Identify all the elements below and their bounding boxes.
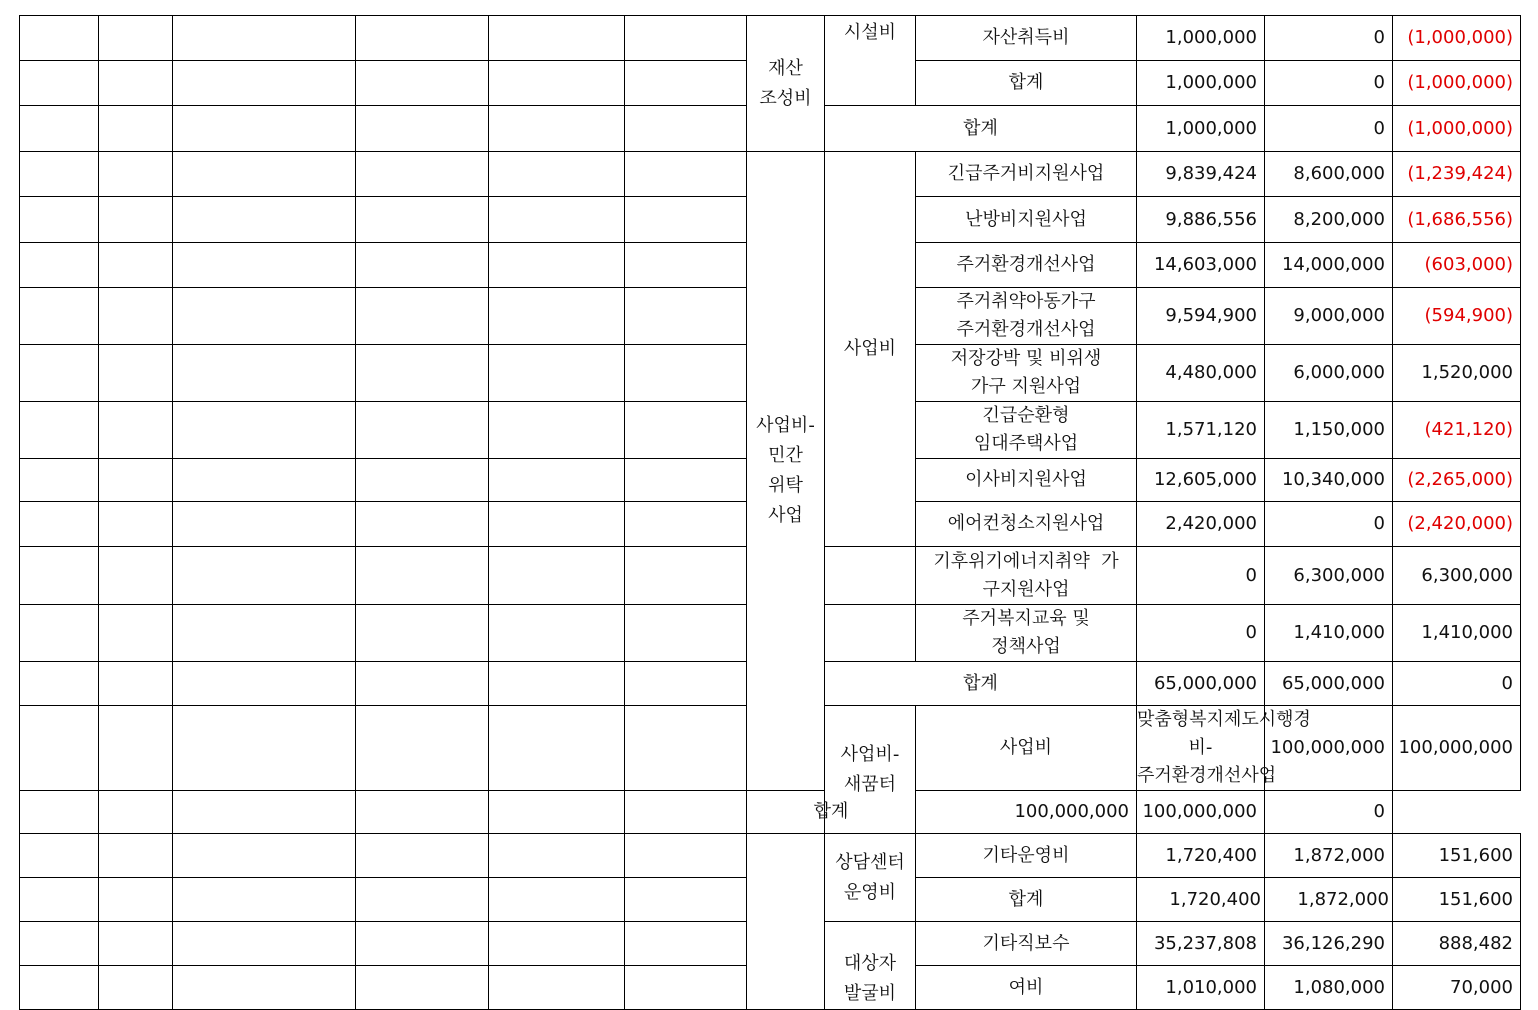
category-cell — [747, 152, 825, 791]
item-name: 에어컨청소지원사업 — [916, 502, 1137, 547]
empty-cell — [625, 605, 747, 662]
settlement-value: 65,000,000 — [1265, 662, 1393, 706]
budget-value: 65,000,000 — [1137, 662, 1265, 706]
item-name-line: 주거취약아동가구 — [956, 291, 1096, 312]
empty-cell — [99, 878, 173, 922]
empty-cell — [20, 345, 99, 402]
item-name — [916, 547, 1137, 605]
item-name: 기타운영비 — [916, 834, 1137, 878]
empty-cell — [20, 16, 99, 61]
settlement-value: 8,200,000 — [1265, 197, 1393, 243]
subcategory-cell — [825, 605, 916, 662]
empty-cell — [489, 502, 625, 547]
budget-value: 1,720,400 — [1137, 878, 1265, 922]
empty-cell — [173, 502, 356, 547]
empty-cell — [356, 502, 489, 547]
empty-cell — [625, 547, 747, 605]
budget-value: 0 — [1137, 547, 1265, 605]
empty-cell — [489, 197, 625, 243]
table-row — [20, 834, 1521, 878]
empty-cell — [625, 791, 747, 834]
difference-value: (603,000) — [1393, 243, 1521, 288]
empty-cell — [356, 605, 489, 662]
subcategory-cell — [825, 547, 916, 605]
subcategory-label: 운영비 — [843, 881, 897, 903]
item-name: 난방비지원사업 — [916, 197, 1137, 243]
subcategory-cell — [825, 834, 916, 922]
difference-value: 151,600 — [1393, 878, 1521, 922]
empty-cell — [356, 834, 489, 878]
empty-cell — [20, 152, 99, 197]
empty-cell — [489, 243, 625, 288]
empty-cell — [173, 791, 356, 834]
subcategory-cell — [825, 16, 916, 106]
empty-cell — [99, 197, 173, 243]
empty-cell — [20, 61, 99, 106]
empty-cell — [489, 878, 625, 922]
empty-cell — [99, 966, 173, 1010]
budget-value: 1,571,120 — [1137, 402, 1265, 459]
empty-cell — [356, 966, 489, 1010]
settlement-value: 0 — [1265, 106, 1393, 152]
empty-cell — [625, 459, 747, 502]
empty-cell — [489, 662, 625, 706]
empty-cell — [20, 288, 99, 345]
empty-cell — [625, 288, 747, 345]
empty-cell — [625, 502, 747, 547]
empty-cell — [99, 402, 173, 459]
empty-cell — [173, 402, 356, 459]
empty-cell — [99, 706, 173, 791]
total-label: 합계 — [747, 791, 916, 834]
empty-cell — [20, 547, 99, 605]
empty-cell — [489, 106, 625, 152]
budget-value: 12,605,000 — [1137, 459, 1265, 502]
category-label: 조성비 — [759, 87, 812, 109]
item-name — [916, 288, 1137, 345]
settlement-value: 6,000,000 — [1265, 345, 1393, 402]
empty-cell — [356, 547, 489, 605]
difference-value: 1,410,000 — [1393, 605, 1521, 662]
empty-cell — [173, 706, 356, 791]
empty-cell — [20, 662, 99, 706]
category-label: 사업비- — [756, 415, 815, 436]
empty-cell — [356, 243, 489, 288]
empty-cell — [99, 605, 173, 662]
budget-value: 9,839,424 — [1137, 152, 1265, 197]
empty-cell — [356, 197, 489, 243]
empty-cell — [625, 106, 747, 152]
item-name — [916, 605, 1137, 662]
empty-cell — [99, 106, 173, 152]
empty-cell — [99, 791, 173, 834]
category-label: 사업비- — [840, 743, 900, 765]
category-label: 민간 — [768, 445, 803, 466]
item-name — [916, 402, 1137, 459]
empty-cell — [489, 966, 625, 1010]
subcategory-cell — [825, 152, 916, 547]
table-row — [20, 16, 1521, 61]
item-name — [916, 345, 1137, 402]
table-row — [20, 791, 1521, 834]
difference-value: 0 — [1393, 662, 1521, 706]
empty-cell — [20, 402, 99, 459]
difference-value: 1,520,000 — [1393, 345, 1521, 402]
empty-cell — [173, 966, 356, 1010]
empty-cell — [356, 706, 489, 791]
empty-cell — [625, 61, 747, 106]
subcategory-label: 시설비 — [843, 22, 897, 43]
empty-cell — [20, 197, 99, 243]
empty-cell — [20, 922, 99, 966]
empty-cell — [20, 966, 99, 1010]
item-name: 여비 — [916, 966, 1137, 1010]
item-name-line: 긴급순환형 — [982, 405, 1070, 426]
empty-cell — [99, 547, 173, 605]
budget-value: 0 — [1137, 605, 1265, 662]
empty-cell — [356, 459, 489, 502]
empty-cell — [489, 547, 625, 605]
empty-cell — [99, 16, 173, 61]
empty-cell — [625, 878, 747, 922]
item-name: 합계 — [916, 61, 1137, 106]
total-label: 합계 — [825, 662, 1137, 706]
empty-cell — [173, 106, 356, 152]
difference-value: (421,120) — [1393, 402, 1521, 459]
budget-table — [19, 15, 1520, 1004]
item-name: 긴급주거비지원사업 — [916, 152, 1137, 197]
empty-cell — [173, 662, 356, 706]
empty-cell — [20, 878, 99, 922]
item-name-line: 정책사업 — [991, 636, 1061, 657]
empty-cell — [489, 922, 625, 966]
settlement-value: 14,000,000 — [1265, 243, 1393, 288]
item-name: 이사비지원사업 — [916, 459, 1137, 502]
empty-cell — [489, 706, 625, 791]
difference-value: 70,000 — [1393, 966, 1521, 1010]
settlement-value: 100,000,000 — [1393, 706, 1521, 791]
budget-value: 4,480,000 — [1137, 345, 1265, 402]
settlement-value: 0 — [1265, 502, 1393, 547]
empty-cell — [173, 61, 356, 106]
category-label: 재산 — [768, 57, 803, 79]
empty-cell — [489, 16, 625, 61]
empty-cell — [20, 706, 99, 791]
empty-cell — [99, 152, 173, 197]
empty-cell — [173, 922, 356, 966]
empty-cell — [356, 345, 489, 402]
settlement-value: 1,150,000 — [1265, 402, 1393, 459]
empty-cell — [173, 834, 356, 878]
settlement-value: 0 — [1265, 16, 1393, 61]
empty-cell — [625, 662, 747, 706]
difference-value: (594,900) — [1393, 288, 1521, 345]
subcategory-cell: 사업비 — [916, 706, 1137, 791]
empty-cell — [20, 106, 99, 152]
settlement-value: 100,000,000 — [1137, 791, 1265, 834]
difference-value: (1,000,000) — [1393, 106, 1521, 152]
empty-cell — [356, 922, 489, 966]
empty-cell — [356, 288, 489, 345]
item-name — [1137, 706, 1311, 791]
item-name-line: 주거복지교육 및 — [962, 608, 1090, 629]
empty-cell — [489, 288, 625, 345]
empty-cell — [99, 61, 173, 106]
item-name-line: 임대주택사업 — [973, 433, 1079, 454]
empty-cell — [489, 402, 625, 459]
empty-cell — [99, 662, 173, 706]
empty-cell — [99, 243, 173, 288]
empty-cell — [99, 922, 173, 966]
budget-value: 1,720,400 — [1137, 834, 1265, 878]
empty-cell — [99, 502, 173, 547]
settlement-value: 10,340,000 — [1265, 459, 1393, 502]
item-name: 합계 — [916, 878, 1137, 922]
empty-cell — [356, 106, 489, 152]
difference-value: 0 — [1265, 791, 1393, 834]
empty-cell — [356, 878, 489, 922]
budget-value: 100,000,000 — [916, 791, 1137, 834]
budget-value: 14,603,000 — [1137, 243, 1265, 288]
empty-cell — [99, 345, 173, 402]
empty-cell — [20, 243, 99, 288]
settlement-value: 1,872,000 — [1265, 834, 1393, 878]
item-name-line: 비-주거환경개선사업 — [1137, 737, 1277, 786]
difference-value: (1,686,556) — [1393, 197, 1521, 243]
empty-cell — [489, 61, 625, 106]
empty-cell — [20, 605, 99, 662]
item-name: 주거환경개선사업 — [916, 243, 1137, 288]
settlement-value: 36,126,290 — [1265, 922, 1393, 966]
budget-value: 1,010,000 — [1137, 966, 1265, 1010]
empty-cell — [20, 791, 99, 834]
difference-value: (1,239,424) — [1393, 152, 1521, 197]
empty-cell — [489, 605, 625, 662]
subcategory-label: 대상자 — [843, 953, 897, 974]
empty-cell — [20, 834, 99, 878]
empty-cell — [173, 16, 356, 61]
empty-cell — [99, 288, 173, 345]
category-label: 사업 — [768, 505, 803, 526]
budget-value: 9,594,900 — [1137, 288, 1265, 345]
difference-value: 888,482 — [1393, 922, 1521, 966]
item-name-line: 기후위기에너지취약 가 — [933, 550, 1119, 572]
subcategory-label: 사업비 — [843, 338, 897, 359]
total-label: 합계 — [825, 106, 1137, 152]
empty-cell — [356, 791, 489, 834]
empty-cell — [625, 834, 747, 878]
empty-cell — [173, 878, 356, 922]
subcategory-label: 발굴비 — [843, 983, 897, 1004]
budget-value: 35,237,808 — [1137, 922, 1265, 966]
settlement-value: 6,300,000 — [1265, 547, 1393, 605]
empty-cell — [20, 502, 99, 547]
settlement-value: 1,872,000 — [1265, 878, 1393, 922]
difference-value: (2,420,000) — [1393, 502, 1521, 547]
empty-cell — [173, 197, 356, 243]
settlement-value: 9,000,000 — [1265, 288, 1393, 345]
empty-cell — [356, 61, 489, 106]
subcategory-cell — [825, 922, 916, 1010]
item-name-line: 가구 지원사업 — [970, 376, 1082, 397]
item-name-line: 구지원사업 — [982, 578, 1070, 600]
category-label: 위탁 — [768, 475, 803, 496]
empty-cell — [625, 16, 747, 61]
difference-value: (1,000,000) — [1393, 16, 1521, 61]
category-cell — [747, 16, 825, 152]
empty-cell — [173, 243, 356, 288]
empty-cell — [173, 459, 356, 502]
empty-cell — [99, 834, 173, 878]
empty-cell — [625, 197, 747, 243]
budget-value: 9,886,556 — [1137, 197, 1265, 243]
empty-cell — [625, 922, 747, 966]
empty-cell — [625, 402, 747, 459]
budget-value: 1,000,000 — [1137, 61, 1265, 106]
empty-cell — [625, 152, 747, 197]
item-name-line: 저장강박 및 비위생 — [950, 348, 1102, 369]
settlement-value: 1,080,000 — [1265, 966, 1393, 1010]
settlement-value: 1,410,000 — [1265, 605, 1393, 662]
table-row — [20, 152, 1521, 197]
empty-cell — [489, 345, 625, 402]
item-name-line: 주거환경개선사업 — [956, 319, 1096, 340]
category-cell — [747, 834, 825, 1010]
category-label: 새꿈터 — [843, 773, 897, 795]
empty-cell — [489, 834, 625, 878]
item-name: 자산취득비 — [916, 16, 1137, 61]
empty-cell — [489, 791, 625, 834]
difference-value: 151,600 — [1393, 834, 1521, 878]
empty-cell — [356, 152, 489, 197]
difference-value: 6,300,000 — [1393, 547, 1521, 605]
settlement-value: 0 — [1265, 61, 1393, 106]
empty-cell — [625, 706, 747, 791]
budget-value: 100,000,000 — [1265, 706, 1393, 791]
empty-cell — [356, 662, 489, 706]
empty-cell — [173, 547, 356, 605]
difference-value: (2,265,000) — [1393, 459, 1521, 502]
difference-value: (1,000,000) — [1393, 61, 1521, 106]
item-name: 기타직보수 — [916, 922, 1137, 966]
empty-cell — [625, 966, 747, 1010]
empty-cell — [173, 345, 356, 402]
empty-cell — [489, 152, 625, 197]
budget-value: 1,000,000 — [1137, 106, 1265, 152]
empty-cell — [625, 345, 747, 402]
empty-cell — [356, 16, 489, 61]
budget-value: 2,420,000 — [1137, 502, 1265, 547]
item-name-line: 맞춤형복지제도시행경 — [1137, 709, 1311, 730]
empty-cell — [625, 243, 747, 288]
empty-cell — [173, 288, 356, 345]
empty-cell — [489, 459, 625, 502]
empty-cell — [99, 459, 173, 502]
settlement-value: 8,600,000 — [1265, 152, 1393, 197]
empty-cell — [173, 152, 356, 197]
empty-cell — [173, 605, 356, 662]
empty-cell — [20, 459, 99, 502]
subcategory-label: 상담센터 — [835, 851, 905, 873]
empty-cell — [356, 402, 489, 459]
budget-value: 1,000,000 — [1137, 16, 1265, 61]
